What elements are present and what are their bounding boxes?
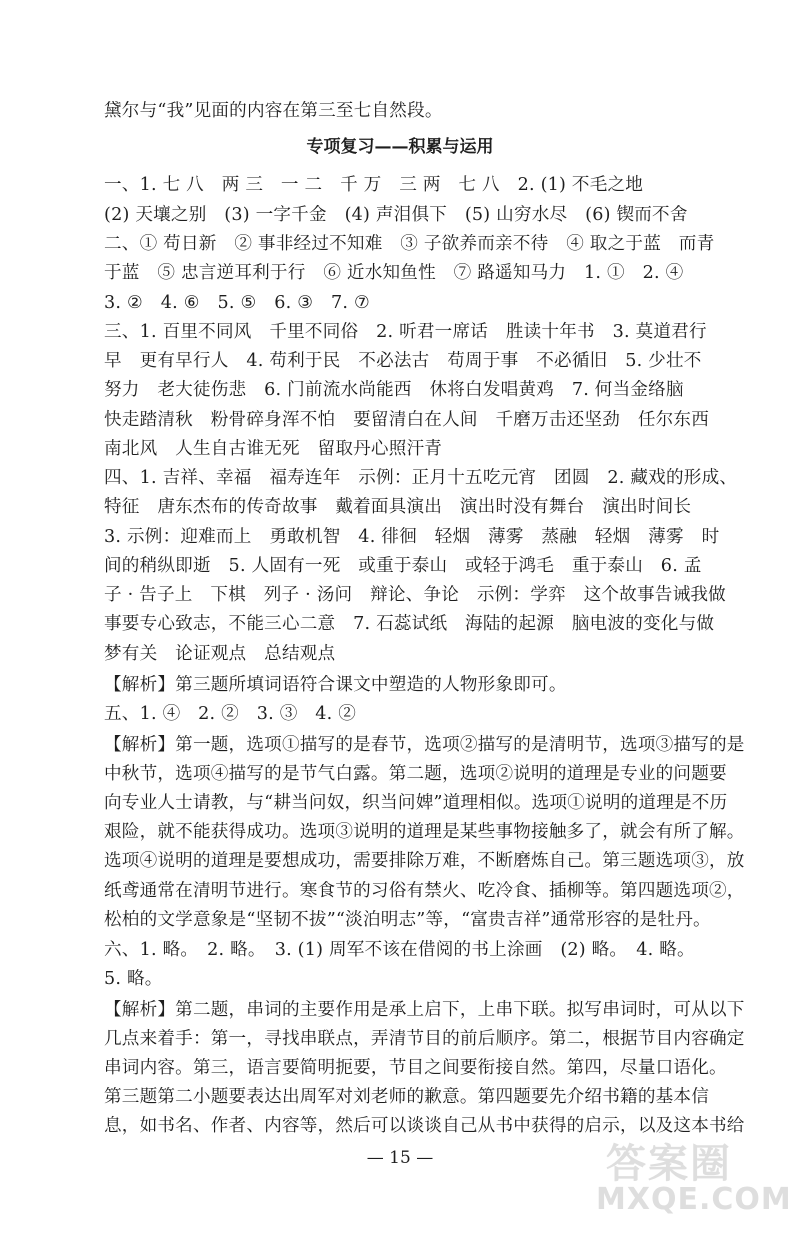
- text-line: 二、① 苟日新 ② 事非经过不知难 ③ 子欲养而亲不待 ④ 取之于蓝 而青: [104, 234, 715, 254]
- text-line: 5. 略。: [104, 969, 163, 989]
- section-title: 专项复习——积累与运用: [306, 137, 494, 157]
- text-line: (2) 天壤之别 (3) 一字千金 (4) 声泪俱下 (5) 山穷水尽 (6) 锲而不舍: [104, 205, 688, 225]
- text-line: 早 更有早行人 4. 苟利于民 不必法古 苟周于事 不必循旧 5. 少壮不: [104, 351, 702, 371]
- analysis-line: 【解析】第一题，选项①描写的是春节，选项②描写的是清明节，选项③描写的是: [104, 735, 745, 755]
- text-line: 中秋节，选项④描写的是节气白露。第二题，选项②说明的道理是专业的问题要: [104, 764, 727, 784]
- text-line: 五、1. ④ 2. ② 3. ③ 4. ②: [104, 704, 357, 724]
- text-line: 三、1. 百里不同风 千里不同俗 2. 听君一席话 胜读十年书 3. 莫道君行: [104, 322, 707, 342]
- watermark-logo: [592, 1132, 792, 1220]
- text-line: 南北风 人生自古谁无死 留取丹心照汗青: [104, 439, 443, 459]
- text-line: 艰险，就不能获得成功。选项③说明的道理是某些事物接触多了，就会有所了解。: [104, 822, 745, 842]
- watermark-text-en: MXQE.COM: [596, 1182, 792, 1217]
- text-line: 一、1. 七 八 两 三 一 二 千 万 三 两 七 八 2. (1) 不毛之地: [104, 175, 644, 195]
- text-line: 努力 老大徒伤悲 6. 门前流水尚能西 休将白发唱黄鸡 7. 何当金络脑: [104, 380, 684, 400]
- page-number: — 15 —: [366, 1148, 434, 1168]
- text-line: 于蓝 ⑤ 忠言逆耳利于行 ⑥ 近水知鱼性 ⑦ 路遥知马力 1. ① 2. ④: [104, 263, 684, 283]
- text-line: 松柏的文学意象是“坚韧不拔”“淡泊明志”等，“富贵吉祥”通常形容的是牡丹。: [104, 910, 711, 930]
- watermark-text-cn: 答案圈: [606, 1141, 732, 1187]
- text-line: 3. ② 4. ⑥ 5. ⑤ 6. ③ 7. ⑦: [104, 293, 370, 313]
- text-line: 六、1. 略。 2. 略。 3. (1) 周军不该在借阅的书上涂画 (2) 略。 4. 略。: [104, 940, 695, 960]
- text-line: 3. 示例：迎难而上 勇敢机智 4. 徘徊 轻烟 薄雾 蒸融 轻烟 薄雾 时: [104, 527, 720, 547]
- text-line: 事要专心致志，不能三心二意 7. 石蕊试纸 海陆的起源 脑电波的变化与做: [104, 614, 715, 634]
- text-line: 串词内容。第三，语言要简明扼要，节目之间要衔接自然。第四，尽量口语化。: [104, 1058, 727, 1078]
- analysis-line: 【解析】第二题，串词的主要作用是承上启下，上串下联。拟写串词时，可从以下: [104, 1000, 745, 1020]
- text-line: 快走踏清秋 粉骨碎身浑不怕 要留清白在人间 千磨万击还坚劲 任尔东西: [104, 410, 709, 430]
- text-line: 间的稍纵即逝 5. 人固有一死 或重于泰山 或轻于鸿毛 重于泰山 6. 孟: [104, 556, 702, 576]
- text-line: 第三题第二小题要表达出周军对刘老师的歉意。第四题要先介绍书籍的基本信: [104, 1087, 709, 1107]
- analysis-line: 【解析】第三题所填词语符合课文中塑造的人物形象即可。: [104, 675, 567, 695]
- text-line: 梦有关 论证观点 总结观点: [104, 644, 336, 664]
- text-line: 特征 唐东杰布的传奇故事 戴着面具演出 演出时没有舞台 演出时间长: [104, 497, 692, 517]
- text-line: 四、1. 吉祥、幸福 福寿连年 示例：正月十五吃元宵 团圆 2. 藏戏的形成、: [104, 468, 738, 488]
- text-line: 纸鸢通常在清明节进行。寒食节的习俗有禁火、吃冷食、插柳等。第四题选项②，: [104, 881, 745, 901]
- text-line: 黛尔与“我”见面的内容在第三至七自然段。: [104, 101, 443, 121]
- text-line: 几点来着手：第一，寻找串联点，弄清节目的前后顺序。第二，根据节目内容确定: [104, 1029, 745, 1049]
- text-line: 息，如书名、作者、内容等，然后可以谈谈自己从书中获得的启示，以及这本书给: [104, 1116, 745, 1136]
- text-line: 选项④说明的道理是要想成功，需要排除万难，不断磨炼自己。第三题选项③，放: [104, 851, 745, 871]
- text-line: 子 · 告子上 下棋 列子 · 汤问 辩论、争论 示例：学弈 这个故事告诫我做: [104, 585, 726, 605]
- text-line: 向专业人士请教，与“耕当问奴，织当问婢”道理相似。选项①说明的道理是不历: [104, 793, 728, 813]
